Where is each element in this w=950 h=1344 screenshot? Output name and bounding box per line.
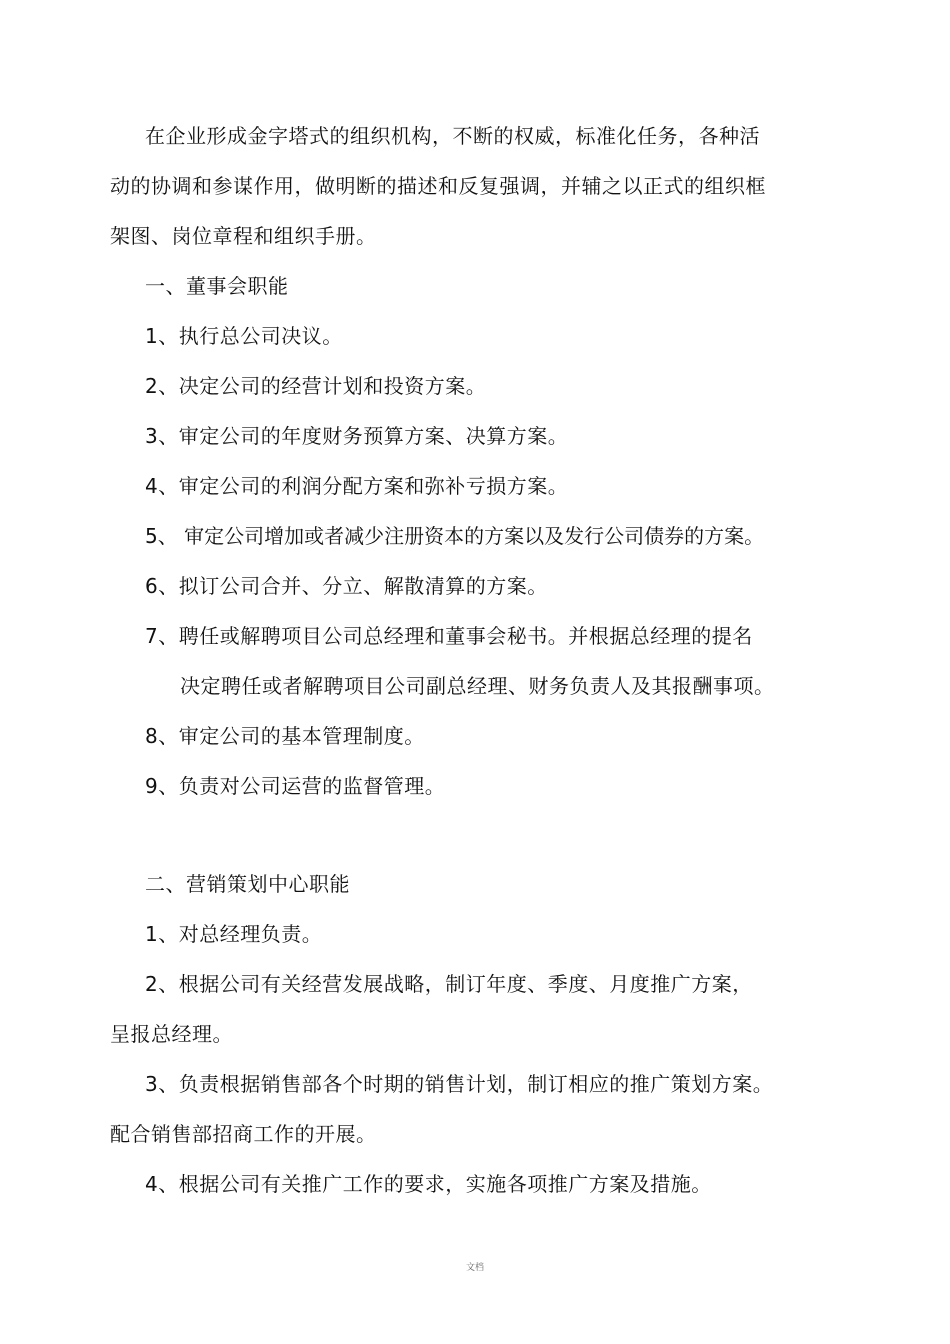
section1-item-6: 6、拟订公司合并、分立、解散清算的方案。: [145, 574, 548, 598]
section1-item-9: 9、负责对公司运营的监督管理。: [145, 774, 446, 798]
section2-item-4: 4、根据公司有关推广工作的要求，实施各项推广方案及措施。: [145, 1172, 712, 1196]
section1-heading: 一、董事会职能: [145, 274, 289, 298]
section2-heading: 二、营销策划中心职能: [145, 872, 350, 896]
section2-item-3-cont: 配合销售部招商工作的开展。: [110, 1122, 377, 1146]
section1-item-2: 2、决定公司的经营计划和投资方案。: [145, 374, 487, 398]
section1-item-3: 3、审定公司的年度财务预算方案、决算方案。: [145, 424, 569, 448]
intro-line-2: 动的协调和参谋作用，做明断的描述和反复强调，并辅之以正式的组织框: [110, 174, 766, 198]
intro-line-3: 架图、岗位章程和组织手册。: [110, 224, 377, 248]
section1-item-7: 7、聘任或解聘项目公司总经理和董事会秘书。并根据总经理的提名: [145, 624, 753, 648]
section2-item-1: 1、对总经理负责。: [145, 922, 323, 946]
section2-item-2: 2、根据公司有关经营发展战略，制订年度、季度、月度推广方案，: [145, 972, 753, 996]
section1-item-4: 4、审定公司的利润分配方案和弥补亏损方案。: [145, 474, 569, 498]
section2-item-3: 3、负责根据销售部各个时期的销售计划，制订相应的推广策划方案。: [145, 1072, 774, 1096]
page-footer: 文档: [465, 1263, 484, 1273]
section1-item-8: 8、审定公司的基本管理制度。: [145, 724, 425, 748]
section2-item-2-cont: 呈报总经理。: [110, 1022, 233, 1046]
section1-item-5: 5、 审定公司增加或者减少注册资本的方案以及发行公司债券的方案。: [145, 524, 765, 548]
section1-item-7-cont: 决定聘任或者解聘项目公司副总经理、财务负责人及其报酬事项。: [180, 674, 775, 698]
intro-line-1: 在企业形成金字塔式的组织机构，不断的权威，标准化任务，各种活: [145, 124, 760, 148]
section1-item-1: 1、执行总公司决议。: [145, 324, 343, 348]
